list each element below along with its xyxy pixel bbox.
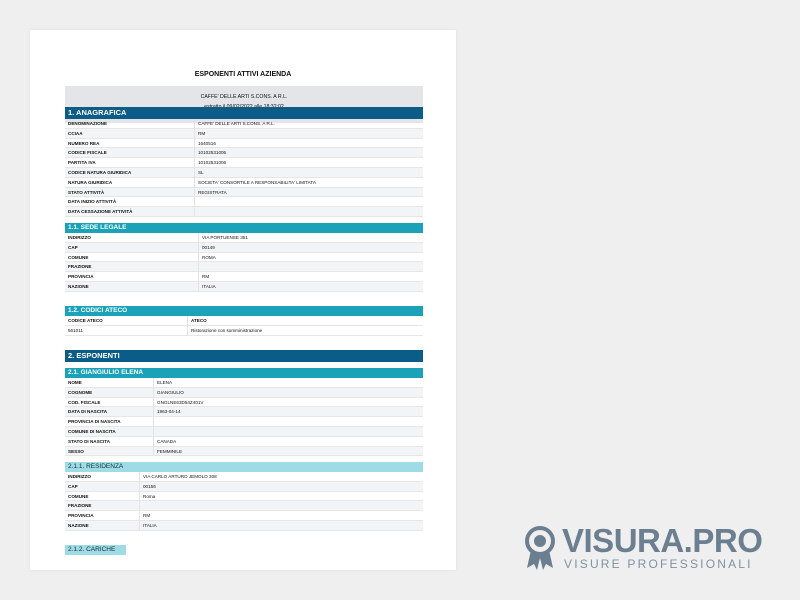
residenza-label: INDIRIZZO [65,472,140,481]
residenza-label: NAZIONE [65,521,140,530]
residenza-value: VIA CARLO ARTURO JEMOLO 308 [143,474,217,479]
anagrafica-value: SL [198,169,204,175]
ateco-header-row [65,316,423,326]
section-cariche: 2.1.2. CARICHE [65,545,126,555]
ateco-code: 561011 [65,326,188,335]
residenza-value: Roma [143,493,156,499]
sede-label: NAZIONE [65,282,199,291]
person-label: STATO DI NASCITA [65,437,154,446]
section-esponenti: 2. ESPONENTI [65,350,423,362]
brand-tagline: VISURE PROFESSIONALI [564,557,753,571]
person-label: COGNOME [65,388,154,397]
residenza-row [65,511,423,521]
person-label: COMUNE DI NASCITA [65,427,154,436]
anagrafica-row [65,207,423,217]
sede-label: FRAZIONE [65,262,199,271]
person-row [65,407,423,417]
person-value: GNGLNE63D54Z401V [157,399,204,405]
residenza-value: ITALIA [143,522,157,528]
anagrafica-row [65,168,423,178]
anagrafica-value: SOCIETA' CONSORTILE A RESPONSABILITA' LIMITATA [198,179,316,185]
anagrafica-row [65,148,423,158]
residenza-row [65,492,423,502]
person-value: ELENA [157,380,173,385]
anagrafica-label: STATO ATTIVITÀ [65,188,195,197]
ateco-desc: Ristorazione con somministrazione [191,327,263,333]
person-row [65,388,423,398]
section-person: 2.1. GIANGIULIO ELENA [65,368,423,378]
anagrafica-label: CODICE FISCALE [65,148,195,157]
sede-label: INDIRIZZO [65,233,199,242]
sede-value: VIA PORTUENSE 351 [202,235,248,240]
section-sede-legale: 1.1. SEDE LEGALE [65,223,423,233]
anagrafica-row [65,129,423,139]
person-value: CANADA [157,438,177,444]
anagrafica-value [195,207,198,216]
person-row [65,378,423,388]
rosette-icon [524,526,558,572]
ateco-header-desc: ATECO [191,318,207,323]
residenza-label: CAP [65,482,140,491]
sede-legale-table [65,233,423,292]
person-label: COD. FISCALE [65,398,154,407]
anagrafica-label: DATA CESSAZIONE ATTIVITÀ [65,207,195,216]
anagrafica-row [65,188,423,198]
sede-value [199,262,202,271]
anagrafica-label: NUMERO REA [65,139,195,148]
anagrafica-value: REGISTRATA [198,189,227,195]
sede-label: COMUNE [65,253,199,262]
anagrafica-label: PARTITA IVA [65,158,195,167]
sede-row [65,272,423,282]
person-value [154,417,157,426]
section-codici-ateco: 1.2. CODICI ATECO [65,306,423,316]
person-row [65,417,423,427]
anagrafica-row [65,139,423,149]
anagrafica-value [195,197,198,206]
anagrafica-value: 1640516 [198,140,216,146]
anagrafica-table [65,119,423,217]
person-label: PROVINCIA DI NASCITA [65,417,154,426]
residenza-table [65,472,423,531]
sede-row [65,233,423,243]
ateco-header-code: CODICE ATECO [65,316,188,325]
anagrafica-label: DENOMINAZIONE [65,119,195,128]
anagrafica-row [65,197,423,207]
ateco-row [65,326,423,336]
person-value [154,427,157,436]
person-table [65,378,423,456]
sede-row [65,282,423,292]
anagrafica-label: CODICE NATURA GIURIDICA [65,168,195,177]
residenza-label: COMUNE [65,492,140,501]
residenza-label: FRAZIONE [65,501,140,510]
person-row [65,437,423,447]
company-name: CAFFE' DELLE ARTI S.CONS. A R.L. [200,94,288,100]
visura-pro-logo [524,522,763,574]
section-residenza: 2.1.1. RESIDENZA [65,462,423,472]
person-value: FEMMINILE [157,448,183,454]
anagrafica-value: 10102531006 [198,160,227,166]
residenza-label: PROVINCIA [65,511,140,520]
person-row [65,427,423,437]
sede-label: PROVINCIA [65,272,199,281]
section-anagrafica: 1. ANAGRAFICA [65,107,423,119]
person-label: SESSO [65,447,154,456]
anagrafica-row [65,158,423,168]
sede-value: 00149 [202,244,215,250]
sede-row [65,262,423,272]
anagrafica-row [65,119,423,129]
ateco-table [65,316,423,336]
anagrafica-label: NATURA GIURIDICA [65,178,195,187]
sede-row [65,253,423,263]
residenza-row [65,482,423,492]
sede-row [65,243,423,253]
person-value: GIANGIULIO [157,389,184,395]
residenza-row [65,472,423,482]
anagrafica-value: RM [198,130,206,136]
residenza-row [65,521,423,531]
person-label: NOME [65,378,154,387]
sede-value: ITALIA [202,283,216,289]
residenza-value: 00156 [143,483,156,489]
residenza-row [65,501,423,511]
person-row [65,447,423,457]
residenza-value: RM [143,513,151,519]
sede-label: CAP [65,243,199,252]
residenza-value [140,501,143,510]
anagrafica-value: CAFFE' DELLE ARTI S.CONS. A R.L. [198,121,275,126]
document-title: ESPONENTI ATTIVI AZIENDA [194,71,292,78]
anagrafica-label: CCIAA [65,129,195,138]
person-row [65,398,423,408]
anagrafica-value: 10102531006 [198,150,227,156]
anagrafica-row [65,178,423,188]
sede-value: RM [202,274,210,280]
brand-name: VISURA.PRO [562,522,763,559]
sede-value: ROMA [202,254,216,260]
anagrafica-label: DATA INIZIO ATTIVITÀ [65,197,195,206]
person-label: DATA DI NASCITA [65,407,154,416]
person-value: 1963-04-14 [157,409,181,415]
document-page [30,30,456,570]
